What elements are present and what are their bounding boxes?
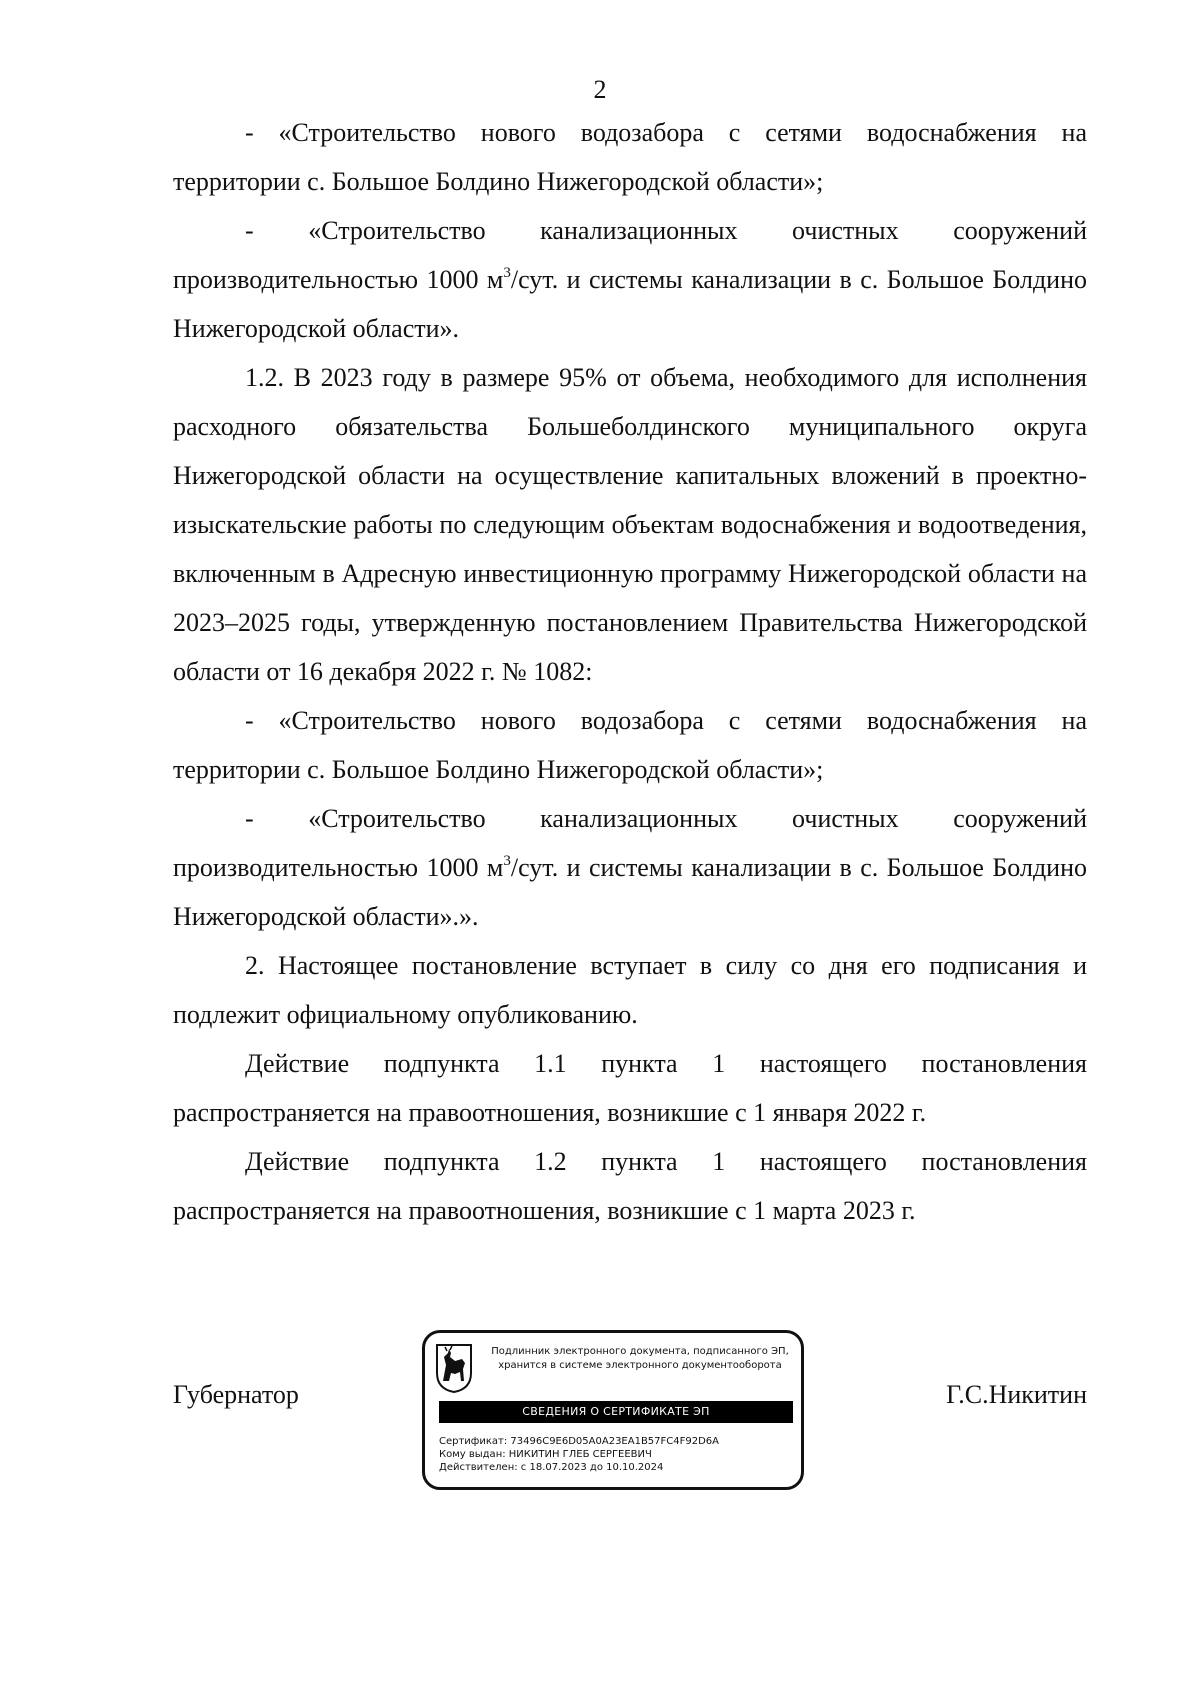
paragraph-1-2: 1.2. В 2023 году в размере 95% от объема, необходимого для исполнения расходного обязательства Большеболдинского муниципального округа Нижегородской области на осуществление капитальных вложений в проектно-изыскательские работы по следующим объектам водоснабжения и водоотведения, включенным в Адресную инвестиционную программу Нижегородской области на 2023–2025 годы, утвержденную постановлением Правительства Нижегородской области от 16 декабря 2022 г. № 1082:	[173, 363, 1087, 686]
paragraph-sewage-2	[173, 794, 1087, 941]
page-number: 2	[593, 75, 607, 104]
paragraph-sewage-1-text-b: /сут. и системы канализации в с. Большое Болдино Нижегородской области».	[173, 265, 1087, 343]
paragraph-1-2-action: Действие подпункта 1.2 пункта 1 настоящего постановления распространяется на правоотношения, возникшие с 1 марта 2023 г.	[173, 1147, 1087, 1225]
document-body	[173, 108, 1087, 1235]
paragraph-water-intake-2: - «Строительство нового водозабора с сетями водоснабжения на территории с. Большое Болдино Нижегородской области»;	[173, 706, 1087, 784]
stamp-header	[481, 1345, 799, 1373]
paragraph-sewage-1	[173, 206, 1087, 353]
superscript-cubic: 3	[503, 265, 511, 281]
stamp-issued-to: Кому выдан: НИКИТИН ГЛЕБ СЕРГЕЕВИЧ	[439, 1449, 652, 1460]
superscript-cubic-2: 3	[503, 853, 511, 869]
paragraph-2-effective: 2. Настоящее постановление вступает в силу со дня его подписания и подлежит официальному опубликованию.	[173, 951, 1087, 1029]
stamp-validity: Действителен: с 18.07.2023 до 10.10.2024	[439, 1462, 664, 1473]
paragraph-sewage-1-text-a: - «Строительство канализационных очистных сооружений производительностью 1000 м	[173, 216, 1087, 294]
coat-of-arms-icon	[435, 1343, 473, 1393]
paragraph-water-intake-1: - «Строительство нового водозабора с сетями водоснабжения на территории с. Большое Болдино Нижегородской области»;	[173, 118, 1087, 196]
paragraph-sewage-2-text-a: - «Строительство канализационных очистных сооружений производительностью 1000 м	[173, 804, 1087, 882]
stamp-certificate: Сертификат: 73496C9E6D05A0A23EA1B57FC4F92D6A	[439, 1436, 720, 1447]
paragraph-sewage-2-text-b: /сут. и системы канализации в с. Большое Болдино Нижегородской области».».	[173, 853, 1087, 931]
stamp-title-bar: СВЕДЕНИЯ О СЕРТИФИКАТЕ ЭП	[439, 1401, 793, 1423]
signatory-name: Г.С.Никитин	[946, 1380, 1087, 1409]
stamp-details	[439, 1435, 799, 1474]
paragraph-1-1-action: Действие подпункта 1.1 пункта 1 настоящего постановления распространяется на правоотношения, возникшие с 1 января 2022 г.	[173, 1049, 1087, 1127]
signatory-position: Губернатор	[173, 1380, 299, 1409]
stamp-header-line-1: Подлинник электронного документа, подписанного ЭП,	[491, 1346, 789, 1357]
electronic-signature-stamp	[422, 1330, 804, 1490]
stamp-header-line-2: хранится в системе электронного документооборота	[498, 1360, 782, 1371]
